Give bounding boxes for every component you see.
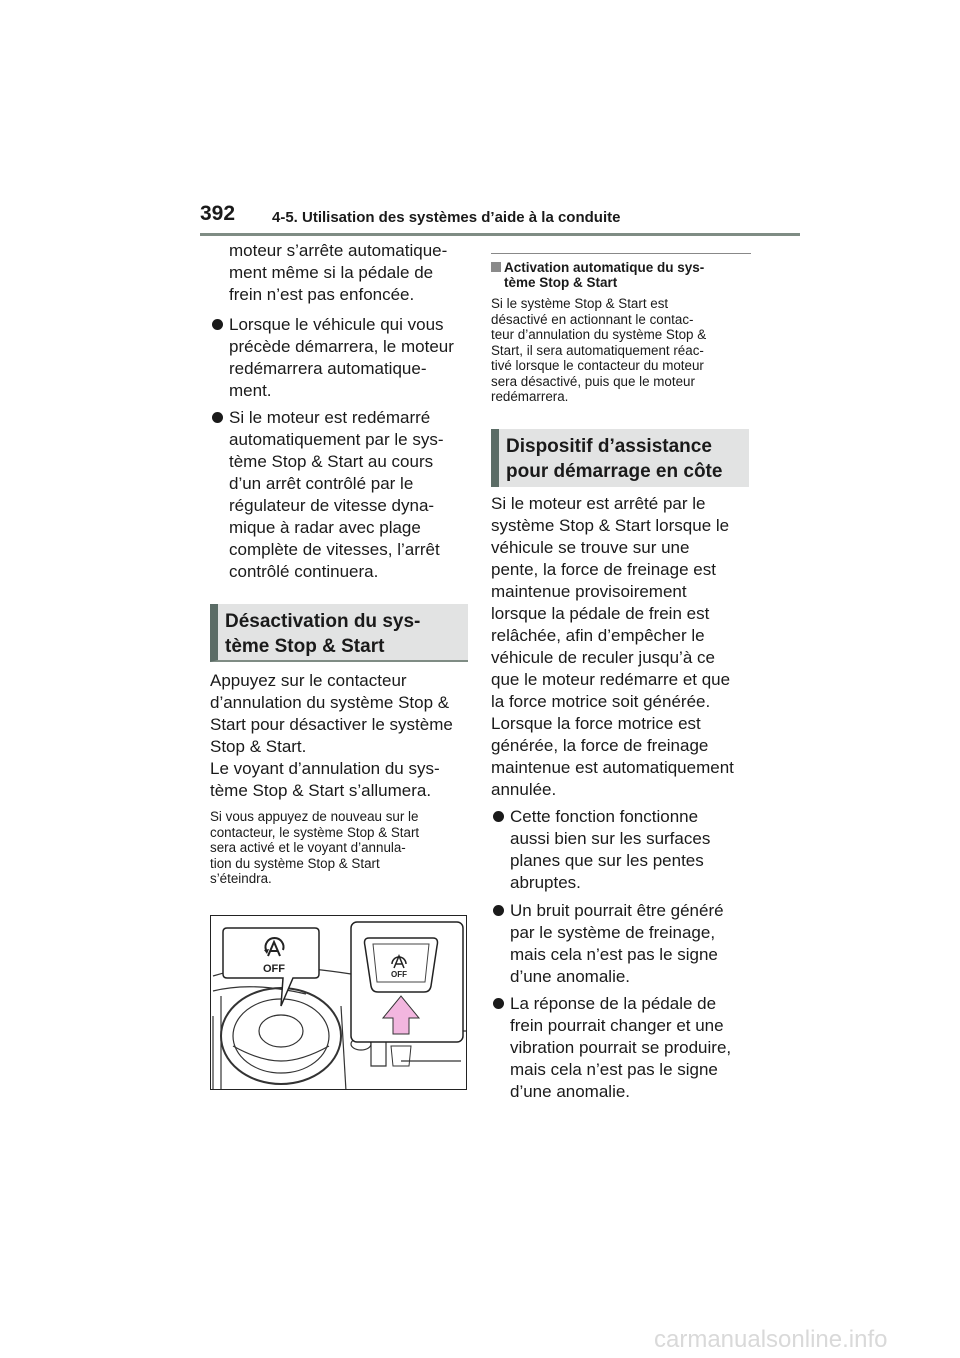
subsection-note: Si le système Stop & Start est désactivé en actionnant le contac- teur d’annulation du système Stop & Start, il sera automatiquement réac- tivé lorsque le contacteur du moteur sera désactivé, puis que le moteur redémarrera.	[491, 296, 707, 404]
paragraph: Appuyez sur le contacteur d’annulation du système Stop & Start pour désactiver le système Stop & Start. Le voyant d’annulation du sys- tème Stop & Start s’allumera.	[210, 671, 453, 800]
square-bullet-icon	[491, 262, 501, 272]
note-text: Si vous appuyez de nouveau sur le contacteur, le système Stop & Start sera activé et le voyant d’annula- tion du système Stop & Start s’éteindra.	[210, 809, 420, 886]
bullet-icon	[493, 905, 504, 916]
bullet-icon	[493, 998, 504, 1009]
bullet-icon	[493, 811, 504, 822]
svg-text:OFF: OFF	[391, 970, 407, 979]
paragraph: Si le moteur est arrêté par le système Stop & Start lorsque le véhicule se trouve sur une pente, la force de freinage est maintenue provisoirement lorsque la pédale de frein est relâchée, afin d’empêcher le véhicule de reculer jusqu’à ce que le moteur redémarre et que la force motrice soit générée. Lorsque la force motrice est générée, la force de freinage maintenue est automatiquement annulée.	[491, 494, 734, 799]
continuation-text: moteur s’arrête automatique- ment même si la pédale de frein n’est pas enfoncée.	[229, 241, 448, 304]
section-heading-desactivation: Désactivation du sys- tème Stop & Start	[210, 604, 468, 662]
page-number: 392	[200, 202, 236, 225]
callout-off-label: OFF	[263, 963, 285, 975]
stop-start-off-switch	[365, 938, 438, 992]
header-rule	[200, 233, 800, 236]
section-header-title: 4-5. Utilisation des systèmes d’aide à la conduite	[272, 209, 621, 226]
subsection-heading: Activation automatique du sys- tème Stop & Start	[491, 260, 751, 290]
dashboard-drawing	[211, 916, 467, 1090]
section-heading-hill-start: Dispositif d’assistance pour démarrage en côte	[491, 429, 749, 487]
dashboard-illustration	[210, 915, 467, 1090]
subsection-rule	[491, 253, 751, 254]
bullet-icon	[212, 319, 223, 330]
bullet-icon	[212, 412, 223, 423]
watermark: carmanualsonline.info	[654, 1326, 888, 1353]
